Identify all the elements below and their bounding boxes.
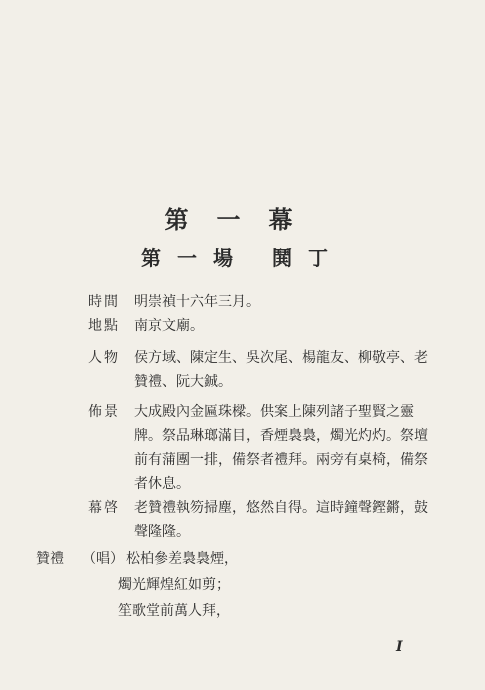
song-line: 笙歌堂前萬人拜， (118, 603, 230, 619)
detail-text: 侯方域、陳定生、吳次尾、楊龍友、柳敬亭、老贊禮、阮大鋮。 (134, 350, 428, 390)
song-block (36, 546, 238, 624)
speaker-name: 贊禮 (36, 551, 64, 567)
song-line: 松柏參差裊裊煙， (126, 551, 238, 567)
detail-time (88, 290, 438, 314)
detail-text: 南京文廟。 (134, 318, 204, 334)
detail-curtain (88, 496, 438, 544)
detail-label: 時間 (88, 294, 120, 310)
detail-place (88, 314, 438, 338)
detail-characters (88, 346, 438, 394)
act-title: 第一幕 (164, 205, 321, 234)
detail-label: 幕啓 (88, 500, 120, 516)
detail-text: 老贊禮執笏掃塵，悠然自得。這時鐘聲鏗鏘，鼓聲隆隆。 (134, 500, 428, 540)
detail-label: 地點 (88, 318, 120, 334)
detail-text: 大成殿內金匾珠樑。供案上陳列諸子聖賢之靈牌。祭品琳瑯滿目，香煙裊裊，燭光灼灼。祭壇前有蒲團一排，備祭者禮拜。兩旁有桌椅，備祭者休息。 (134, 404, 428, 492)
page-number: I (396, 639, 403, 655)
detail-label: 人物 (88, 350, 120, 366)
song-cue: （唱） (82, 551, 124, 567)
detail-setting (88, 400, 438, 496)
song-line: 燭光輝煌紅如剪； (118, 577, 230, 593)
detail-label: 佈景 (88, 404, 120, 420)
detail-text: 明崇禎十六年三月。 (134, 294, 260, 310)
scene-title: 第一場 鬨丁 (141, 246, 344, 270)
